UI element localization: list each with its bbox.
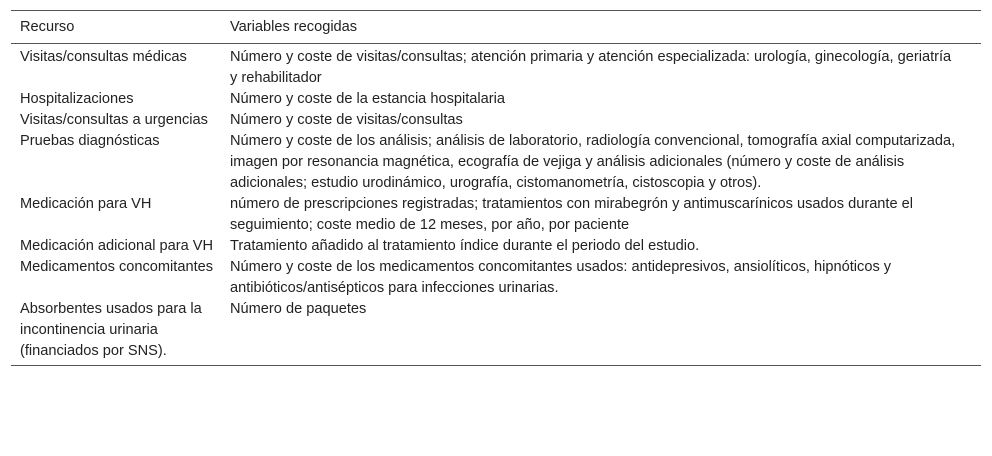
cell-resource: Visitas/consultas a urgencias	[20, 112, 208, 128]
table-row	[11, 236, 981, 257]
cell-resource: Absorbentes usados para la incontinencia urinaria (financiados por SNS).	[20, 301, 202, 359]
cell-variables: Número y coste de los análisis; análisis de laboratorio, radiología convencional, tomografía axial computarizada, imagen por resonancia magnética, ecografía de vejiga y análisis adicionales (número y coste de análisis adicionales; estudio urodinámico, urografía, cistomanometría, cistoscopia y otros).	[230, 133, 956, 191]
header-row	[11, 11, 981, 44]
cell-variables: número de prescripciones registradas; tratamientos con mirabegrón y antimuscarínicos usados durante el seguimiento; coste medio de 12 meses, por año, por paciente	[230, 196, 914, 233]
cell-resource: Hospitalizaciones	[20, 91, 134, 107]
cell-variables: Número y coste de visitas/consultas	[230, 112, 463, 128]
table-header	[11, 11, 981, 44]
cell-variables: Número y coste de los medicamentos concomitantes usados: antidepresivos, ansiolíticos, hipnóticos y antibióticos/antisépticos para infecciones urinarias.	[230, 259, 892, 296]
cell-resource: Visitas/consultas médicas	[20, 49, 187, 65]
table-row	[11, 110, 981, 131]
table-row	[11, 194, 981, 236]
cell-resource: Pruebas diagnósticas	[20, 133, 160, 149]
header-variables: Variables recogidas	[230, 19, 358, 35]
table-row	[11, 131, 981, 194]
cell-variables: Número de paquetes	[230, 301, 367, 317]
resources-table	[11, 10, 981, 366]
table-row	[11, 44, 981, 90]
header-resource: Recurso	[20, 19, 75, 35]
cell-variables: Tratamiento añadido al tratamiento índice durante el periodo del estudio.	[230, 238, 700, 254]
table-row	[11, 89, 981, 110]
cell-variables: Número y coste de visitas/consultas; atención primaria y atención especializada: urología, ginecología, geriatría y rehabilitador	[230, 49, 952, 86]
resources-table-container	[11, 10, 981, 366]
cell-variables: Número y coste de la estancia hospitalaria	[230, 91, 505, 107]
cell-resource: Medicamentos concomitantes	[20, 259, 214, 275]
table-body	[11, 44, 981, 366]
table-row	[11, 299, 981, 366]
cell-resource: Medicación adicional para VH	[20, 238, 214, 254]
table-row	[11, 257, 981, 299]
cell-resource: Medicación para VH	[20, 196, 152, 212]
